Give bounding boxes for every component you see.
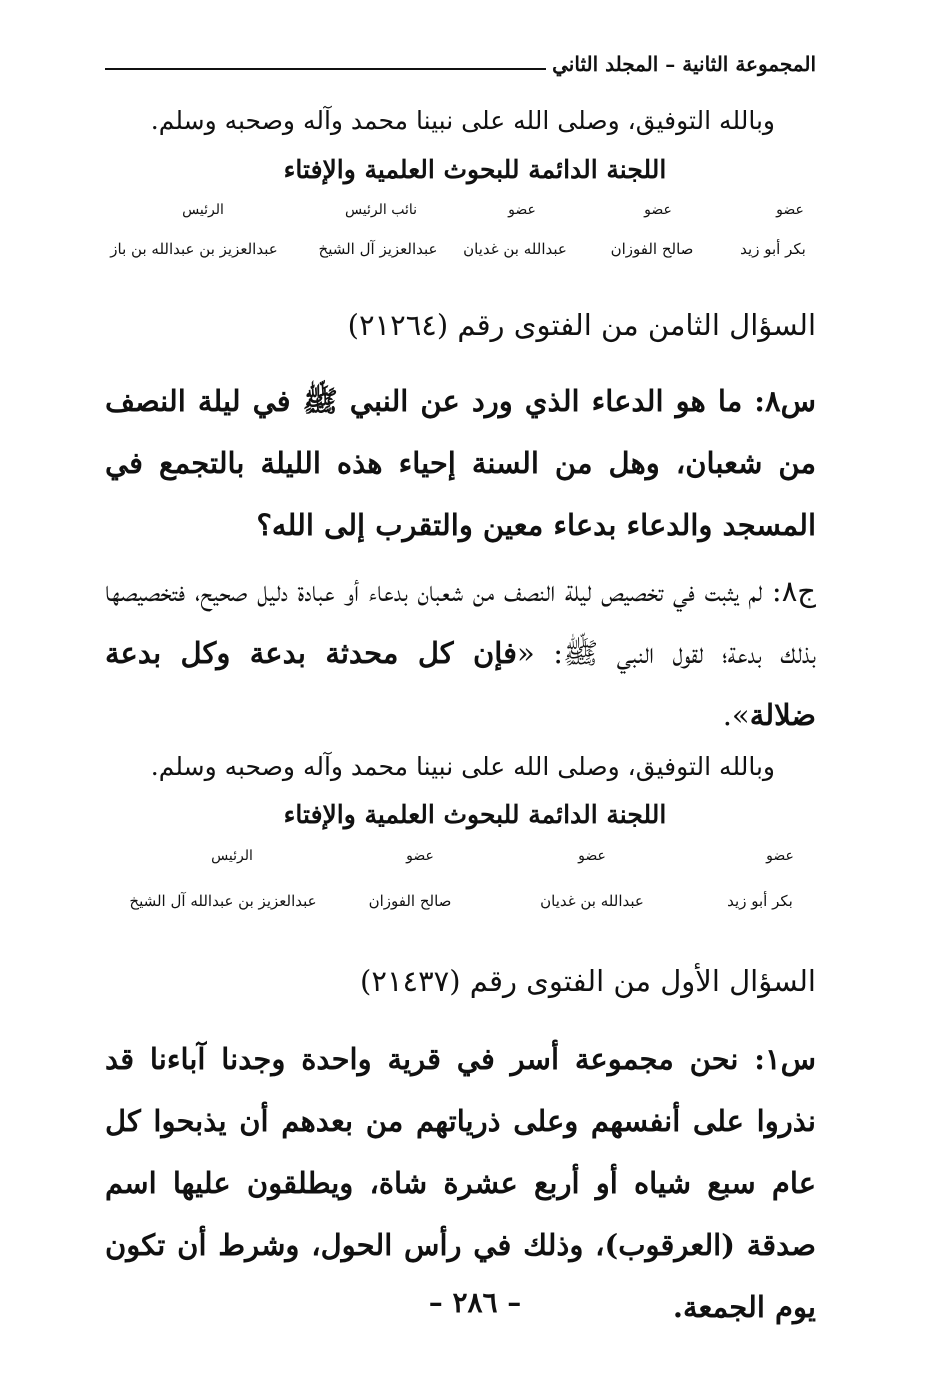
answer-plain: ج٨: لم يثبت في تخصيص ليلة النصف من شعبان بدعاء أو عبادة دليل صحيح، فتخصيصها بذلك بدعة؛ لقول النبي ﷺ: « — [105, 574, 817, 670]
signatory-name: عبدالعزيز آل الشيخ — [318, 240, 438, 258]
header-rule — [105, 68, 546, 70]
committee-name: اللجنة الدائمة للبحوث العلمية والإفتاء — [283, 800, 667, 829]
hadith-quote: فإن كل محدثة بدعة وكل بدعة ضلالة — [105, 636, 816, 732]
signatory-title: عضو — [508, 202, 536, 218]
running-title: المجموعة الثانية – المجلد الثاني — [552, 52, 816, 76]
answer-text — [105, 560, 816, 746]
signatory-titles — [0, 848, 950, 876]
signatory-title: عضو — [578, 848, 606, 864]
answer-end: ». — [722, 698, 750, 732]
closing-formula: وبالله التوفيق، وصلى الله على نبينا محمد وآله وصحبه وسلم. — [150, 106, 775, 135]
signatory-names — [0, 240, 950, 268]
page-number: – ٢٨٦ – — [428, 1286, 522, 1319]
signatory-name: بكر أبو زيد — [727, 892, 793, 910]
committee-name: اللجنة الدائمة للبحوث العلمية والإفتاء — [283, 155, 667, 184]
signatory-name: عبدالله بن غديان — [463, 240, 567, 258]
signatory-title: الرئيس — [211, 848, 253, 864]
signatory-title: الرئيس — [182, 202, 224, 218]
signatory-name: عبدالله بن غديان — [540, 892, 644, 910]
fatwa-heading: السؤال الأول من الفتوى رقم (٢١٤٣٧) — [360, 964, 816, 998]
signatory-name: بكر أبو زيد — [740, 240, 806, 258]
signatory-title: نائب الرئيس — [344, 202, 418, 218]
signatory-names — [0, 892, 950, 920]
signatory-name: صالح الفوزان — [368, 892, 452, 910]
signatory-titles — [0, 202, 950, 230]
signatory-title: عضو — [766, 848, 794, 864]
signatory-name: صالح الفوزان — [610, 240, 694, 258]
question-text: س٨: ما هو الدعاء الذي ورد عن النبي ﷺ في ليلة النصف من شعبان، وهل من السنة إحياء هذه الليلة بالتجمع في المسجد والدعاء بدعاء معين والتقرب إلى الله؟ — [105, 384, 816, 542]
signatory-title: عضو — [776, 202, 804, 218]
signatory-title: عضو — [644, 202, 672, 218]
closing-formula: وبالله التوفيق، وصلى الله على نبينا محمد وآله وصحبه وسلم. — [150, 752, 775, 781]
running-header — [105, 52, 816, 76]
question-text: س١: نحن مجموعة أسر في قرية واحدة وجدنا آباءنا قد نذروا على أنفسهم وعلى ذرياتهم من بعدهم أن يذبحوا كل عام سبع شياه أو أربع عشرة شاة، ويطلقون عليها اسم صدقة (العرقوب)، وذلك في رأس الحول، وشرط أن تكون يوم الجمعة. — [105, 1042, 816, 1324]
fatwa-heading: السؤال الثامن من الفتوى رقم (٢١٢٦٤) — [347, 308, 816, 342]
signatory-title: عضو — [406, 848, 434, 864]
signatory-name: عبدالعزيز بن عبدالله آل الشيخ — [129, 892, 317, 910]
signatory-name: عبدالعزيز بن عبدالله بن باز — [110, 240, 278, 258]
